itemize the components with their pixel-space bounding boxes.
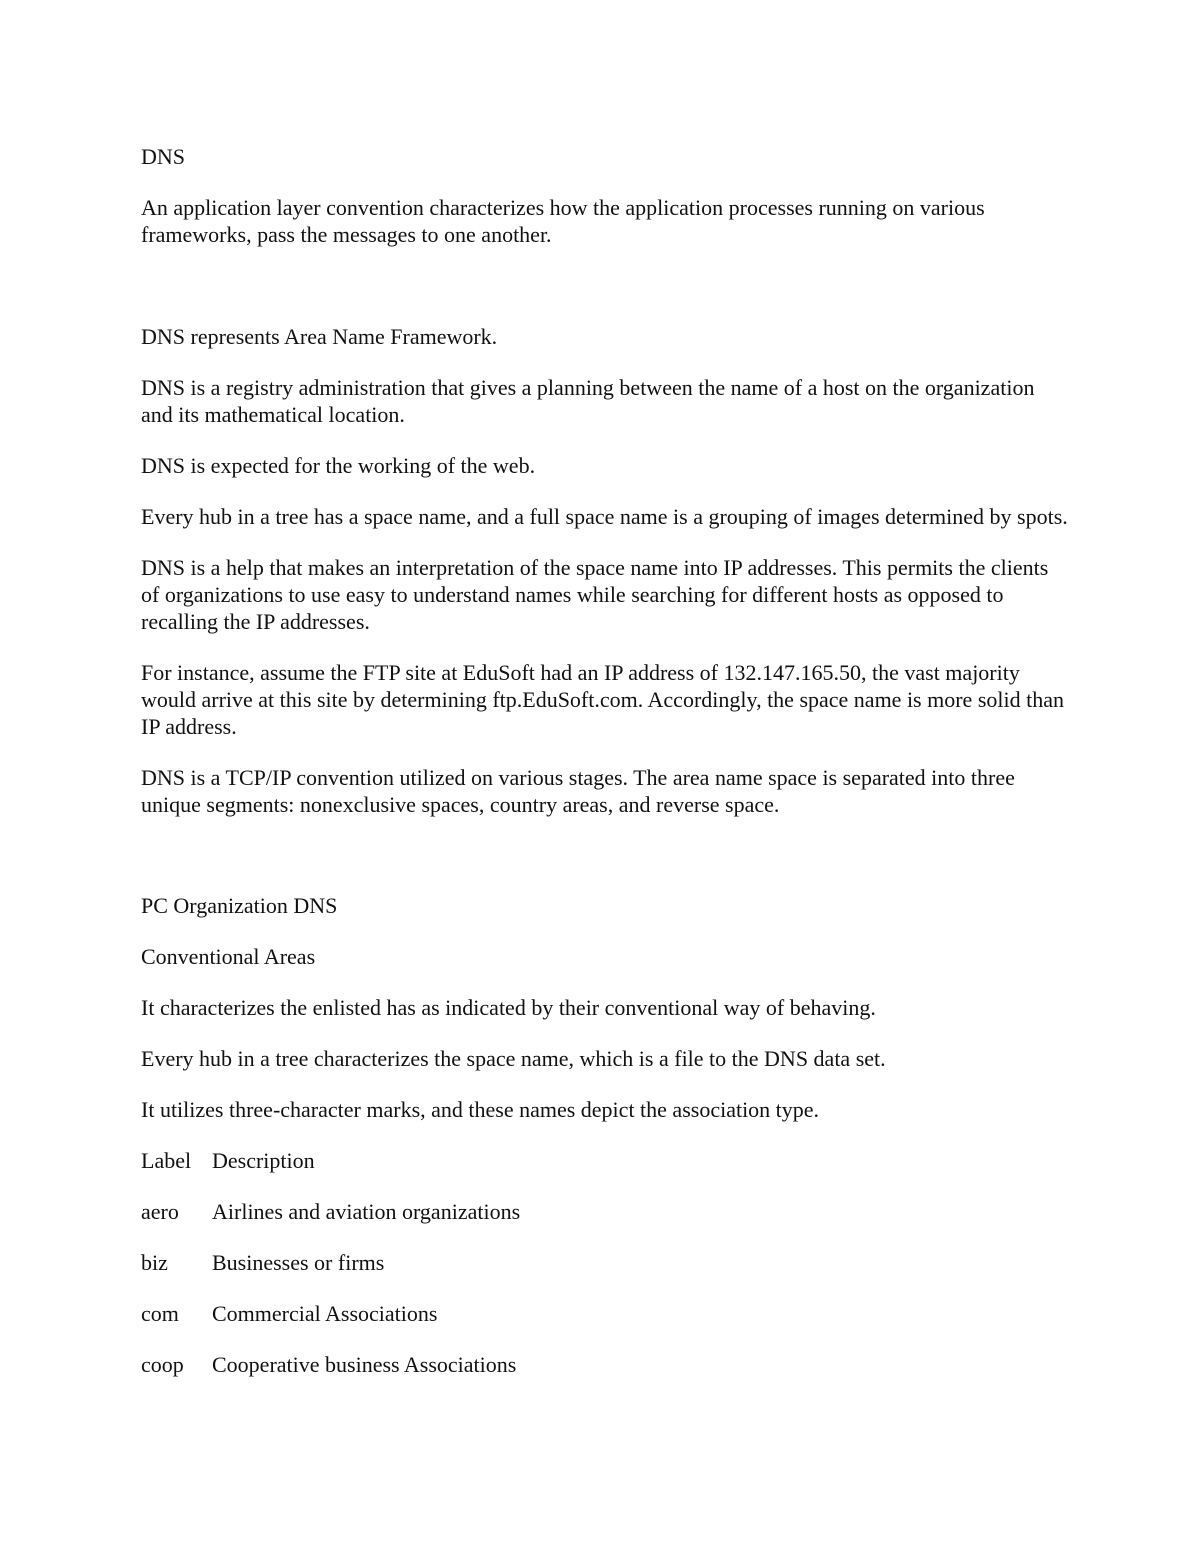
- section-paragraph: Every hub in a tree characterizes the space name, which is a file to the DNS data set.: [141, 1046, 886, 1071]
- table-cell-description: Airlines and aviation organizations: [212, 1199, 521, 1224]
- paragraph: DNS is expected for the working of the web.: [141, 453, 536, 478]
- table-cell-description: Cooperative business Associations: [212, 1352, 517, 1377]
- section-paragraph: It characterizes the enlisted has as indicated by their conventional way of behaving.: [141, 995, 876, 1020]
- section-heading: PC Organization DNS: [141, 893, 338, 918]
- table-cell-label: coop: [141, 1352, 184, 1377]
- table-row: [141, 1351, 1071, 1378]
- table-row: [141, 1198, 1071, 1225]
- table-cell-label: biz: [141, 1250, 168, 1275]
- paragraph: For instance, assume the FTP site at EduSoft had an IP address of 132.147.165.50, the vast majority would arrive at this site by determining ftp.EduSoft.com. Accordingly, the space name is more solid than IP address.: [141, 660, 1064, 739]
- table-row: [141, 1300, 1071, 1327]
- document-title: DNS: [141, 144, 186, 169]
- section-paragraph: It utilizes three-character marks, and these names depict the association type.: [141, 1097, 820, 1122]
- table-row: [141, 1249, 1071, 1276]
- paragraph: Every hub in a tree has a space name, and a full space name is a grouping of images determined by spots.: [141, 504, 1068, 529]
- document-body: [141, 143, 1071, 1402]
- table-header-row: [141, 1147, 1071, 1174]
- table-header-description: Description: [212, 1148, 315, 1173]
- paragraph: DNS represents Area Name Framework.: [141, 324, 498, 349]
- table-cell-label: aero: [141, 1199, 179, 1224]
- paragraph: DNS is a registry administration that gives a planning between the name of a host on the organization and its mathematical location.: [141, 375, 1035, 427]
- subsection-heading: Conventional Areas: [141, 944, 316, 969]
- paragraph: DNS is a help that makes an interpretation of the space name into IP addresses. This permits the clients of organizations to use easy to understand names while searching for different hosts as opposed to recalling the IP addresses.: [141, 555, 1049, 634]
- table-header-label: Label: [141, 1148, 192, 1173]
- table-cell-label: com: [141, 1301, 179, 1326]
- table-cell-description: Businesses or firms: [212, 1250, 385, 1275]
- intro-paragraph: An application layer convention characterizes how the application processes running on various frameworks, pass the messages to one another.: [141, 195, 985, 247]
- paragraph: DNS is a TCP/IP convention utilized on various stages. The area name space is separated into three unique segments: nonexclusive spaces, country areas, and reverse space.: [141, 765, 1015, 817]
- table-cell-description: Commercial Associations: [212, 1301, 438, 1326]
